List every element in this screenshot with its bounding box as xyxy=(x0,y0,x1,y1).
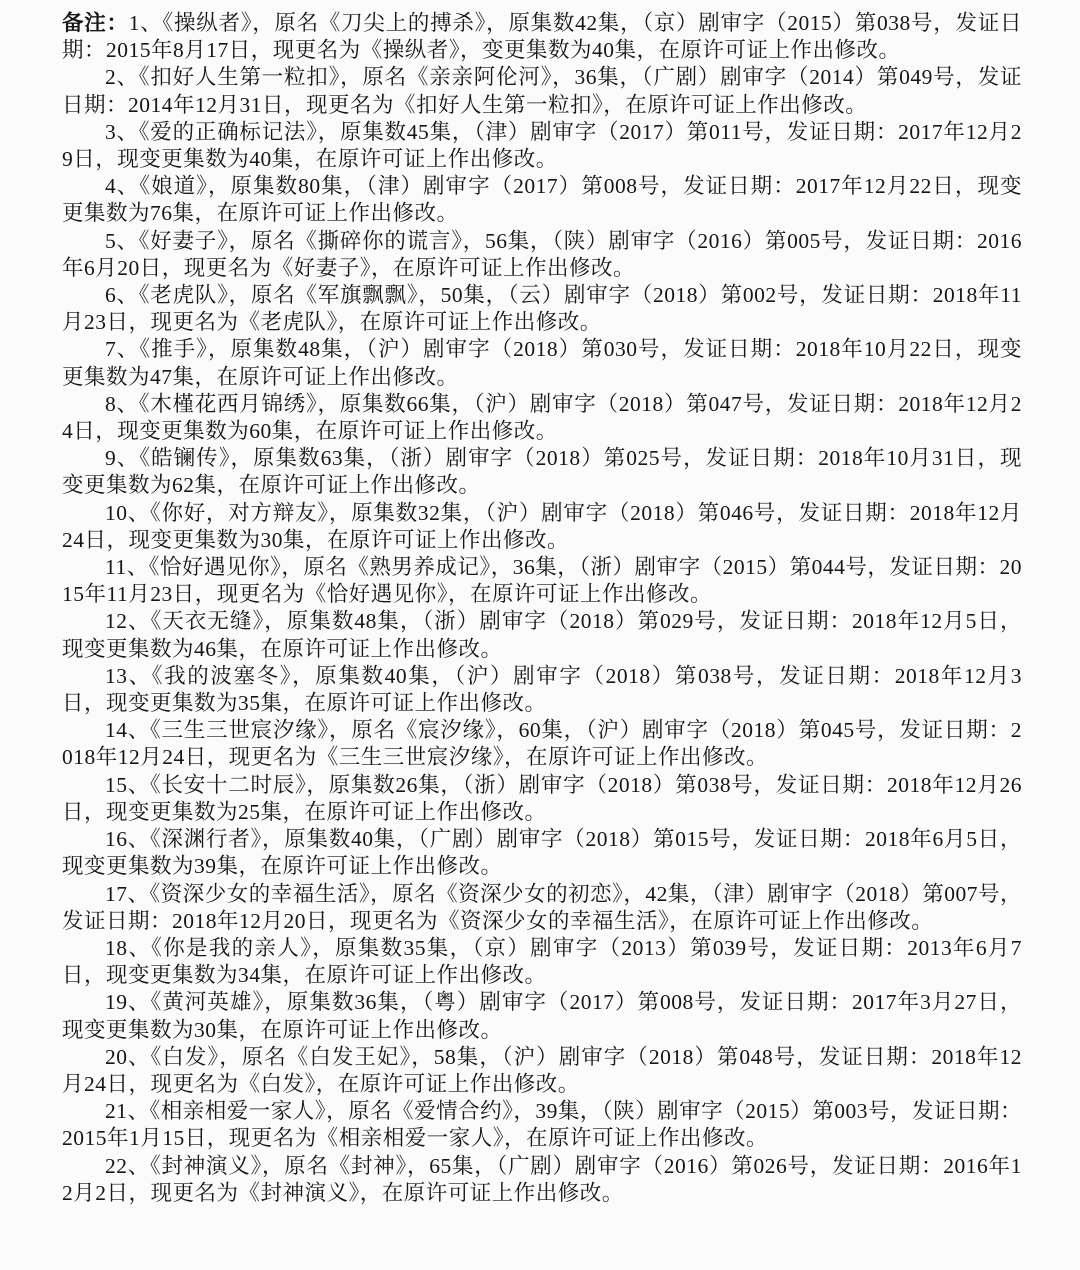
remarks-paragraph-1 xyxy=(62,10,1022,64)
remarks-paragraph-13 xyxy=(62,663,1022,717)
entry-text-10: 10、《你好，对方辩友》，原集数32集，（沪）剧审字（2018）第046号，发证日期：2018年12月24日，现变更集数为30集，在原许可证上作出修改。 xyxy=(62,500,1022,552)
remarks-paragraph-19 xyxy=(62,989,1022,1043)
entry-text-8: 8、《木槿花西月锦绣》，原集数66集，（沪）剧审字（2018）第047号，发证日期：2018年12月24日，现变更集数为60集，在原许可证上作出修改。 xyxy=(62,391,1022,444)
remarks-paragraph-2 xyxy=(62,64,1022,118)
remarks-paragraph-20 xyxy=(62,1044,1022,1098)
remarks-paragraph-18 xyxy=(62,935,1022,989)
remarks-paragraph-5 xyxy=(62,228,1022,282)
entry-text-18: 18、《你是我的亲人》，原集数35集，（京）剧审字（2013）第039号，发证日期：2013年6月7日，现变更集数为34集，在原许可证上作出修改。 xyxy=(62,935,1022,988)
remarks-paragraph-11 xyxy=(62,554,1022,608)
entry-text-13: 13、《我的波塞冬》，原集数40集，（沪）剧审字（2018）第038号，发证日期：2018年12月3日，现变更集数为35集，在原许可证上作出修改。 xyxy=(62,663,1022,716)
remarks-paragraph-15 xyxy=(62,772,1022,826)
entry-text-20: 20、《白发》，原名《白发王妃》，58集，（沪）剧审字（2018）第048号，发证日期：2018年12月24日，现更名为《白发》，在原许可证上作出修改。 xyxy=(62,1044,1022,1096)
entry-text-6: 6、《老虎队》，原名《军旗飘飘》，50集，（云）剧审字（2018）第002号，发证日期：2018年11月23日，现更名为《老虎队》，在原许可证上作出修改。 xyxy=(62,283,1022,335)
remarks-paragraph-3 xyxy=(62,119,1022,173)
remarks-paragraph-16 xyxy=(62,826,1022,880)
remarks-paragraph-12 xyxy=(62,608,1022,662)
remarks-paragraph-10 xyxy=(62,500,1022,554)
entry-text-4: 4、《娘道》，原集数80集，（津）剧审字（2017）第008号，发证日期：2017年12月22日，现变更集数为76集，在原许可证上作出修改。 xyxy=(62,174,1022,226)
remarks-paragraph-9 xyxy=(62,445,1022,499)
entry-text-15: 15、《长安十二时辰》，原集数26集，（浙）剧审字（2018）第038号，发证日期：2018年12月26日，现变更集数为25集，在原许可证上作出修改。 xyxy=(62,772,1022,824)
remarks-paragraph-14 xyxy=(62,717,1022,771)
entry-text-14: 14、《三生三世宸汐缘》，原名《宸汐缘》，60集，（沪）剧审字（2018）第045号，发证日期：2018年12月24日，现更名为《三生三世宸汐缘》，在原许可证上作出修改。 xyxy=(62,718,1022,770)
remarks-paragraph-4 xyxy=(62,173,1022,227)
remarks-paragraph-8 xyxy=(62,391,1022,445)
entry-text-17: 17、《资深少女的幸福生活》，原名《资深少女的初恋》，42集，（津）剧审字（2018）第007号，发证日期：2018年12月20日，现更名为《资深少女的幸福生活》，在原许可证上作出修改。 xyxy=(62,881,1022,933)
remarks-paragraph-17 xyxy=(62,881,1022,935)
remarks-paragraph-21 xyxy=(62,1098,1022,1152)
entry-text-16: 16、《深渊行者》，原集数40集，（广剧）剧审字（2018）第015号，发证日期：2018年6月5日，现变更集数为39集，在原许可证上作出修改。 xyxy=(62,827,1022,879)
remarks-paragraph-7 xyxy=(62,336,1022,390)
entry-text-22: 22、《封神演义》，原名《封神》，65集，（广剧）剧审字（2016）第026号，发证日期：2016年12月2日，现更名为《封神演义》，在原许可证上作出修改。 xyxy=(62,1153,1022,1205)
remarks-paragraph-6 xyxy=(62,282,1022,336)
remarks-paragraph-22 xyxy=(62,1153,1022,1207)
entry-text-1: 1、《操纵者》，原名《刀尖上的搏杀》，原集数42集，（京）剧审字（2015）第038号，发证日期：2015年8月17日，现更名为《操纵者》，变更集数为40集，在原许可证上作出修改。 xyxy=(62,11,1022,63)
notes-label: 备注： xyxy=(62,11,129,35)
entry-text-3: 3、《爱的正确标记法》，原集数45集，（津）剧审字（2017）第011号，发证日期：2017年12月29日，现变更集数为40集，在原许可证上作出修改。 xyxy=(62,119,1022,172)
entry-text-11: 11、《恰好遇见你》，原名《熟男养成记》，36集，（浙）剧审字（2015）第044号，发证日期：2015年11月23日，现更名为《恰好遇见你》，在原许可证上作出修改。 xyxy=(62,555,1022,607)
entry-text-5: 5、《好妻子》，原名《撕碎你的谎言》，56集，（陕）剧审字（2016）第005号，发证日期：2016年6月20日，现更名为《好妻子》，在原许可证上作出修改。 xyxy=(62,228,1022,280)
entry-text-7: 7、《推手》，原集数48集，（沪）剧审字（2018）第030号，发证日期：2018年10月22日，现变更集数为47集，在原许可证上作出修改。 xyxy=(62,337,1022,389)
entry-text-2: 2、《扣好人生第一粒扣》，原名《亲亲阿伦河》，36集，（广剧）剧审字（2014）第049号，发证日期：2014年12月31日，现更名为《扣好人生第一粒扣》，在原许可证上作出修改。 xyxy=(62,65,1022,117)
entry-text-19: 19、《黄河英雄》，原集数36集，（粤）剧审字（2017）第008号，发证日期：2017年3月27日，现变更集数为30集，在原许可证上作出修改。 xyxy=(62,990,1022,1042)
entry-text-9: 9、《皓镧传》，原集数63集，（浙）剧审字（2018）第025号，发证日期：2018年10月31日，现变更集数为62集，在原许可证上作出修改。 xyxy=(62,446,1022,498)
entry-text-12: 12、《天衣无缝》，原集数48集，（浙）剧审字（2018）第029号，发证日期：2018年12月5日，现变更集数为46集，在原许可证上作出修改。 xyxy=(62,609,1022,661)
entry-text-21: 21、《相亲相爱一家人》，原名《爱情合约》，39集，（陕）剧审字（2015）第003号，发证日期：2015年1月15日，现更名为《相亲相爱一家人》，在原许可证上作出修改。 xyxy=(62,1099,1022,1151)
